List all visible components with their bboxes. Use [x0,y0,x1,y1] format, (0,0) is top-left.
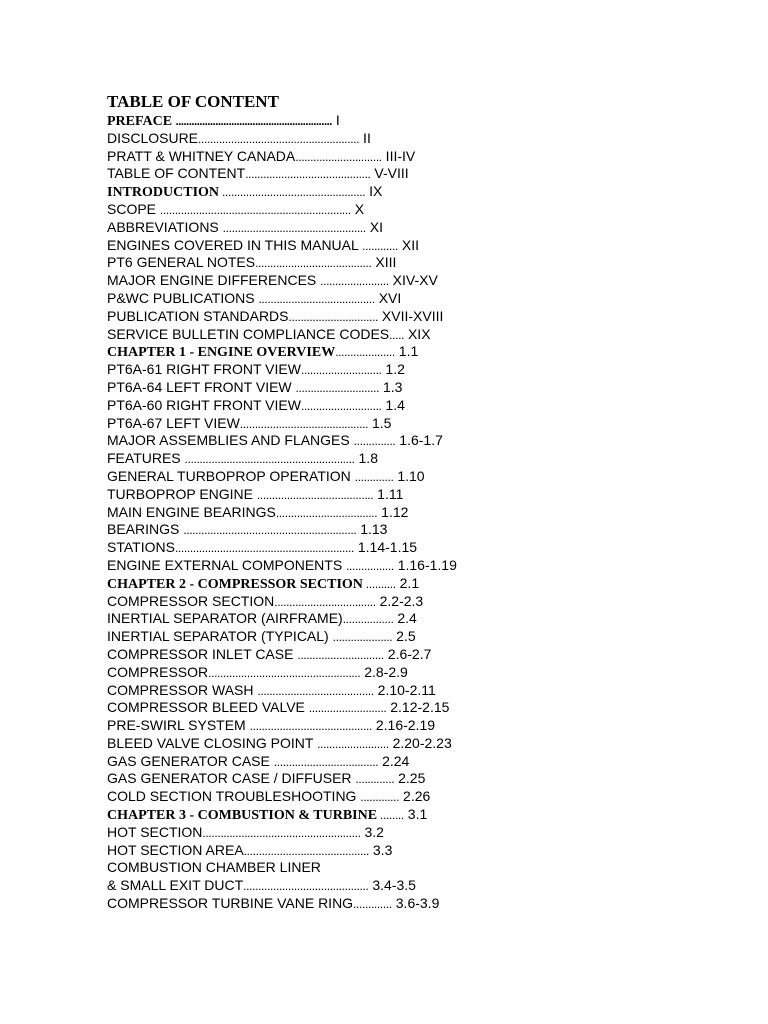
toc-entry-page: 3.1 [403,806,428,823]
toc-entry-leader: ................................................ [219,185,366,200]
toc-entry [107,290,457,308]
toc-entry-label: BEARINGS [107,521,184,538]
toc-entry-page: IX [365,183,383,200]
toc-entry-label: INTRODUCTION [107,185,220,201]
toc-entry-leader: ................................... [273,754,379,769]
toc-entry-leader: ....................................... [257,683,374,698]
toc-entry-label: COMPRESSOR BLEED VALVE [107,699,309,716]
toc-entry-leader: .............................. [288,309,379,324]
toc-entry-label: & SMALL EXIT DUCT [107,877,244,894]
toc-entry-page: 3.4-3.5 [368,877,416,894]
toc-entry-leader: ................................................................ [159,202,351,217]
toc-entry-page: 2.4 [393,610,417,627]
toc-entry-leader: .................... [332,630,393,645]
toc-entry [107,877,457,895]
toc-entry-page: XVII-XVIII [378,307,444,324]
toc-entry-leader: .............. [353,434,396,449]
toc-entry [107,415,457,433]
toc-entry [107,308,457,326]
toc-entry-label: CHAPTER 3 - COMBUSTION & TURBINE [107,808,378,824]
toc-entry-label: GAS GENERATOR CASE [107,752,274,769]
toc-entry-leader: ....................................... [258,291,375,306]
toc-entry [107,343,457,361]
toc-entry-leader: .......................................... [243,843,369,858]
toc-entry-leader: ......................................... [249,719,372,734]
toc-entry [107,539,457,557]
toc-entry-page: 1.11 [373,485,404,502]
toc-entry-leader: ........................................... [239,416,369,431]
toc-entry-leader: ........ [377,808,404,823]
toc-entry-label: TURBOPROP ENGINE [107,485,257,502]
toc-entry [107,468,457,486]
toc-entry-page: 1.13 [356,521,388,538]
toc-list [107,112,457,913]
toc-entry-page: XIII [371,254,397,271]
toc-entry [107,504,457,522]
toc-entry-label: PT6A-61 RIGHT FRONT VIEW [107,361,301,378]
toc-entry-page: 1.4 [381,396,405,413]
toc-entry-leader: ....................................... [256,487,374,502]
toc-entry-leader: .................................. [275,505,378,520]
toc-entry-label: BLEED VALVE CLOSING POINT [107,734,318,751]
toc-entry [107,557,457,575]
toc-entry [107,432,457,450]
toc-entry-page: 1.3 [379,378,403,395]
toc-entry [107,824,457,842]
toc-entry-label: P&WC PUBLICATIONS [107,289,259,306]
toc-entry-leader: ............................................................ [174,541,354,556]
toc-entry [107,788,457,806]
toc-entry-page: 1.10 [393,467,425,484]
toc-entry [107,219,457,237]
toc-entry-label: CHAPTER 1 - ENGINE OVERVIEW [107,345,336,361]
toc-entry-label: MAJOR ASSEMBLIES AND FLANGES [107,432,354,449]
toc-entry [107,806,457,824]
toc-entry-label: HOT SECTION [107,823,203,840]
toc-entry-page: XII [397,236,419,253]
toc-entry-leader: ............................. [297,647,384,662]
toc-entry-page: 1.5 [368,414,392,431]
toc-entry-leader: ........................... [300,398,382,413]
toc-entry-label: GENERAL TURBOPROP OPERATION [107,467,355,484]
toc-entry-page: 2.26 [399,788,431,805]
toc-entry-leader: ....................................... [255,256,372,271]
toc-entry-leader: .......................... [308,701,387,716]
toc-entry-page: 1.6-1.7 [395,432,443,449]
toc-entry [107,735,457,753]
toc-entry-page: 3.6-3.9 [391,895,440,912]
toc-entry-page: II [359,129,371,146]
toc-entry-page: 2.24 [378,752,410,769]
toc-entry [107,575,457,593]
toc-entry-leader: ...................................................... [198,131,360,146]
toc-entry-page: I [331,112,340,128]
toc-entry-label: TABLE OF CONTENT [107,165,246,182]
toc-entry-label: STATIONS [107,539,175,556]
toc-entry-label: PT6A-64 LEFT FRONT VIEW [107,378,296,395]
toc-entry-page: XIV-XV [388,272,438,289]
toc-entry [107,717,457,735]
toc-entry-leader: ............ [362,238,398,253]
toc-entry-label: PT6A-67 LEFT VIEW [107,414,240,431]
toc-entry [107,379,457,397]
toc-entry-leader: .................... [335,345,395,360]
toc-entry [107,859,457,877]
toc-entry-leader: ..... [389,327,405,342]
toc-entry-label: MAIN ENGINE BEARINGS [107,503,276,520]
toc-entry-label: COMBUSTION CHAMBER LINER [107,859,321,876]
toc-entry-leader: ............................. [295,149,382,164]
toc-entry-label: ENGINES COVERED IN THIS MANUAL [107,236,363,253]
toc-entry-label: INERTIAL SEPARATOR (AIRFRAME) [107,610,343,627]
toc-entry-label: INERTIAL SEPARATOR (TYPICAL) [107,628,333,645]
toc-entry-label: CHAPTER 2 - COMPRESSOR SECTION [107,576,363,592]
toc-entry-label: DISCLOSURE [107,129,199,146]
toc-entry-label: PREFACE [107,114,176,129]
toc-entry-label: PRATT & WHITNEY CANADA [107,147,296,164]
toc-entry-leader: .................................. [274,594,376,609]
toc-entry-label: COMPRESSOR SECTION [107,592,275,609]
toc-entry-page: X [350,200,365,217]
toc-entry [107,450,457,468]
toc-entry-page: 2.10-2.11 [373,681,436,698]
toc-entry [107,165,457,183]
toc-entry [107,326,457,344]
toc-entry-page: 3.3 [369,841,393,858]
toc-entry-page: 2.25 [394,770,426,787]
toc-entry-leader: ................................................... [208,665,361,680]
toc-entry-label: ABBREVIATIONS [107,218,223,235]
toc-entry-label: FEATURES [107,450,185,467]
toc-entry [107,628,457,646]
toc-entry-leader: ..................................................... [202,825,361,840]
toc-entry-leader: ............. [353,897,392,912]
toc-title: TABLE OF CONTENT [107,92,279,111]
toc-entry [107,148,457,166]
toc-entry-leader: ................................................ [222,220,366,235]
toc-entry [107,770,457,788]
toc-entry-label: MAJOR ENGINE DIFFERENCES [107,272,321,289]
toc-entry-page: 1.8 [354,450,378,467]
toc-entry-page: 1.2 [381,361,405,378]
toc-entry [107,753,457,771]
toc-entry-page: XI [365,218,384,235]
toc-entry [107,646,457,664]
toc-entry-page: 2.2-2.3 [375,592,424,609]
toc-entry [107,237,457,255]
toc-entry-leader: ........................................................... [175,114,332,128]
toc-entry-page: 2.16-2.19 [371,717,436,734]
toc-entry-page: XVI [374,289,402,306]
toc-entry-leader: ........................ [317,736,389,751]
toc-entry-label: HOT SECTION AREA [107,841,244,858]
toc-entry-page: XIX [404,325,431,342]
toc-entry-leader: ............. [354,469,394,484]
toc-entry-label: SERVICE BULLETIN COMPLIANCE CODES [107,325,390,342]
toc-entry-leader: .......................................... [245,167,371,182]
toc-entry [107,201,457,219]
toc-entry-leader: ......................................................... [184,452,355,467]
toc-entry [107,361,457,379]
toc-entry-page: 2.12-2.15 [386,699,450,716]
toc-entry-label: COMPRESSOR WASH [107,681,258,698]
toc-entry-leader: ........................... [300,363,382,378]
toc-entry-page: 2.20-2.23 [388,734,452,751]
toc-entry-leader: ............. [360,790,400,805]
toc-entry-leader: ....................... [320,274,389,289]
toc-entry [107,895,457,913]
toc-entry-page: 2.6-2.7 [383,645,432,662]
toc-entry [107,486,457,504]
toc-entry [107,112,457,130]
toc-entry [107,521,457,539]
toc-entry-leader: .......... [362,576,396,591]
toc-entry-page: 1.1 [394,343,419,360]
toc-entry-leader: ................. [342,612,394,627]
toc-entry [107,610,457,628]
toc-entry [107,272,457,290]
toc-entry-label: PT6A-60 RIGHT FRONT VIEW [107,396,301,413]
toc-entry [107,664,457,682]
toc-entry-page: V-VIII [370,165,409,182]
toc-entry-label: COMPRESSOR INLET CASE [107,645,298,662]
toc-entry-label: ENGINE EXTERNAL COMPONENTS [107,556,347,573]
toc-entry-page: III-IV [381,147,416,164]
toc-entry [107,682,457,700]
toc-entry [107,183,457,201]
toc-entry-leader: ................ [346,558,394,573]
toc-entry-label: GAS GENERATOR CASE / DIFFUSER [107,770,356,787]
toc-entry-page: 1.14-1.15 [353,539,418,556]
toc-entry-page: 1.16-1.19 [393,556,457,573]
toc-entry-leader: .......................................... [243,879,369,894]
toc-entry [107,130,457,148]
toc-entry [107,699,457,717]
toc-entry-page: 2.8-2.9 [360,663,408,680]
toc-entry [107,842,457,860]
toc-entry-label: PRE-SWIRL SYSTEM [107,717,250,734]
toc-entry-page: 2.1 [395,574,420,591]
toc-entry-page: 1.12 [377,503,409,520]
toc-entry [107,254,457,272]
toc-entry [107,397,457,415]
toc-entry-label: PT6 GENERAL NOTES [107,254,256,271]
toc-entry-label: PUBLICATION STANDARDS [107,307,289,324]
toc-entry-label: COLD SECTION TROUBLESHOOTING [107,788,361,805]
toc-entry-label: COMPRESSOR [107,663,209,680]
toc-entry-leader: ............. [355,772,395,787]
toc-entry-label: SCOPE [107,200,160,217]
toc-entry-leader: ............................ [295,380,380,395]
toc-entry [107,593,457,611]
toc-entry-page: 3.2 [360,823,384,840]
toc-entry-label: COMPRESSOR TURBINE VANE RING [107,895,354,912]
toc-entry-leader: .......................................................... [183,523,357,538]
toc-entry-page: 2.5 [392,628,416,645]
